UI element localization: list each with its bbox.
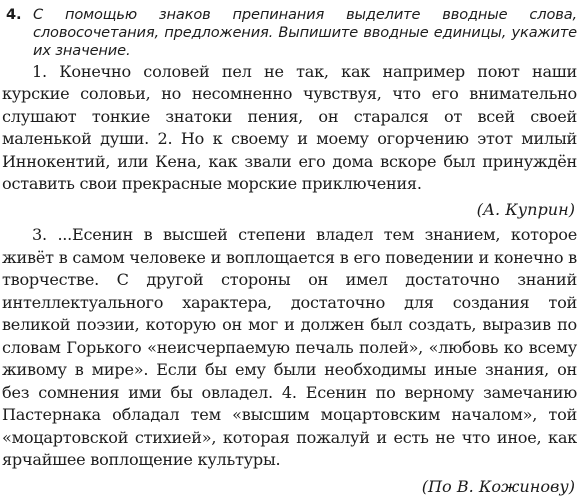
exercise-paragraph-1: 1. Конечно соловей пел не так, как например поют наши курские соловьи, но несомненно чувствуя, что его внимательно слушают тонкие знатоки пения, он старался от всей своей маленькой души. 2. Но к своему и моему огорчению этот милый Иннокентий, или Кена, как звали его дома вскоре был принуждён оставить свои прекрасные морские приключения. xyxy=(2,61,577,194)
author-attribution-2: (По В. Кожинову) xyxy=(421,476,575,496)
task-number: 4. xyxy=(6,6,22,23)
exercise-paragraph-2: 3. ...Есенин в высшей степени владел тем знанием, которое живёт в самом человеке и воплощается в его поведении и конечно в творчестве. С другой стороны он имел достаточно знаний интеллектуального характера, достаточно для создания той великой поэзии, которую он мог и должен был создать, выразив по словам Горького «неисчерпаемую печаль полей», «любовь ко всему живому в мире». Если бы ему были необходимы иные знания, он без сомнения ими бы овладел. 4. Есенин по верному замечанию Пастернака обладал тем «высшим моцартовским началом», той «моцартовской стихией», которая пожалуй и есть не что иное, как ярчайшее воплощение культуры. xyxy=(2,225,577,470)
author-attribution-1: (А. Куприн) xyxy=(476,199,575,219)
task-instruction xyxy=(2,6,577,61)
task-text: С помощью знаков препинания выделите вводные слова, словосочетания, предложения. Выпишите вводные единицы, укажите их значение. xyxy=(33,6,577,60)
